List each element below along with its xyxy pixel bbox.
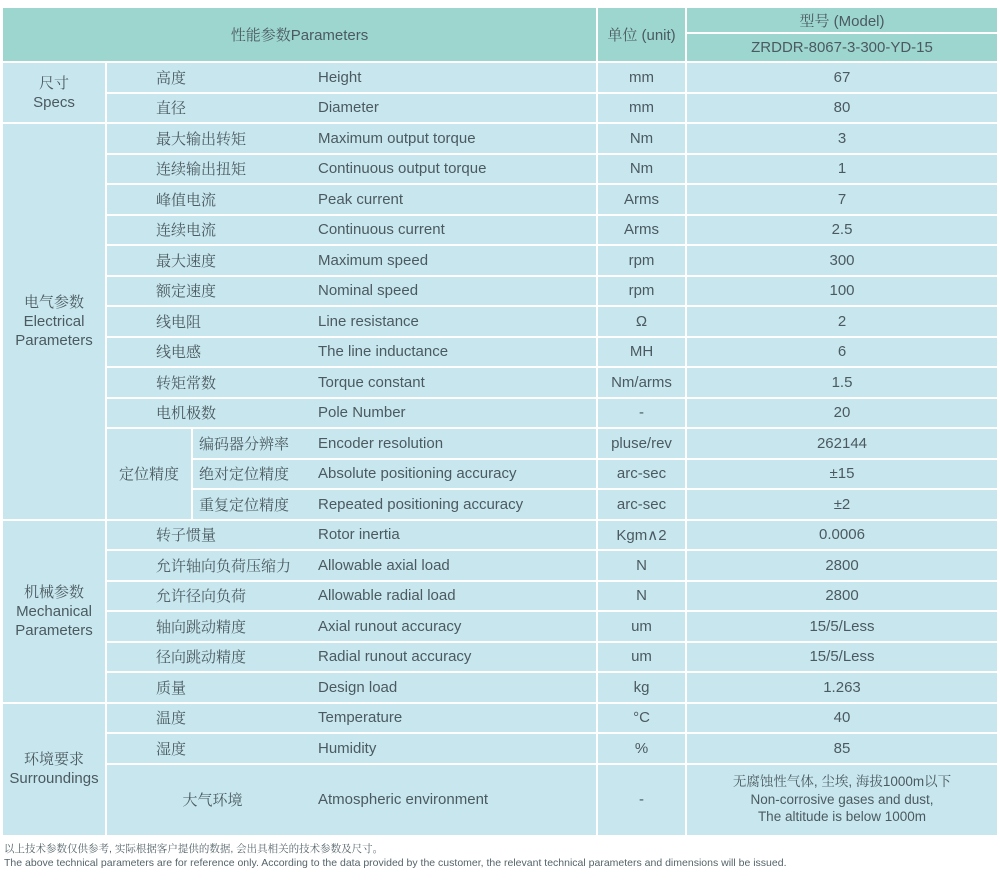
param-label-cell xyxy=(107,582,596,611)
category-name-en: Electrical Parameters xyxy=(15,312,93,349)
value-cell: 15/5/Less xyxy=(687,612,997,641)
header-parameters-label: 性能参数Parameters xyxy=(3,8,596,61)
value-cell: 2800 xyxy=(687,551,997,580)
param-name-zh: 允许径向负荷 xyxy=(156,588,247,606)
value-cell: 15/5/Less xyxy=(687,643,997,672)
subgroup-rows xyxy=(193,429,997,519)
param-name-en: Nominal speed xyxy=(318,282,419,300)
param-name-en: Encoder resolution xyxy=(318,434,444,452)
value-cell: 262144 xyxy=(687,429,997,458)
footnote xyxy=(4,842,787,870)
param-label-cell xyxy=(107,94,596,123)
param-row xyxy=(107,124,997,153)
param-name-zh: 线电阻 xyxy=(156,313,202,331)
unit-cell: mm xyxy=(598,63,685,92)
param-label-cell xyxy=(107,551,596,580)
positioning-accuracy-group xyxy=(107,429,997,519)
param-label-cell xyxy=(107,612,596,641)
table-section xyxy=(3,124,997,519)
param-name-zh: 直径 xyxy=(156,100,187,118)
param-row xyxy=(107,734,997,763)
param-name-zh: 重复定位精度 xyxy=(199,496,290,514)
param-row xyxy=(193,460,997,489)
value-cell: 1.5 xyxy=(687,368,997,397)
value-cell: 20 xyxy=(687,399,997,428)
header-model-value: ZRDDR-8067-3-300-YD-15 xyxy=(687,34,997,61)
value-cell: 80 xyxy=(687,94,997,123)
param-row xyxy=(107,643,997,672)
param-name-en: Continuous current xyxy=(318,221,445,239)
value-cell: 2800 xyxy=(687,582,997,611)
param-name-en: Torque constant xyxy=(318,373,425,391)
section-rows xyxy=(107,521,997,702)
value-cell: 1.263 xyxy=(687,673,997,702)
param-row xyxy=(107,277,997,306)
param-row xyxy=(107,246,997,275)
param-row xyxy=(107,399,997,428)
category-name-zh: 环境要求 xyxy=(23,751,84,768)
param-label-cell xyxy=(107,765,596,835)
value-cell: 1 xyxy=(687,155,997,184)
param-name-zh: 转子惯量 xyxy=(156,527,217,545)
param-row xyxy=(107,551,997,580)
param-name-zh: 最大输出转矩 xyxy=(156,130,247,148)
value-cell: 100 xyxy=(687,277,997,306)
value-line: Non-corrosive gases and dust, xyxy=(750,791,934,807)
param-label-cell xyxy=(107,63,596,92)
category-name-zh: 电气参数 xyxy=(23,293,84,311)
value-cell: 2 xyxy=(687,307,997,336)
param-row xyxy=(107,582,997,611)
category-name-en: Mechanical Parameters xyxy=(15,602,93,639)
param-row xyxy=(107,368,997,397)
table-body xyxy=(3,63,997,835)
unit-cell: Arms xyxy=(598,216,685,245)
param-name-en: Peak current xyxy=(318,190,404,208)
param-name-en: Design load xyxy=(318,678,398,696)
unit-cell: % xyxy=(598,734,685,763)
param-name-zh: 绝对定位精度 xyxy=(199,466,290,484)
value-cell: ±15 xyxy=(687,460,997,489)
param-name-zh: 大气环境 xyxy=(182,792,243,809)
unit-cell: N xyxy=(598,551,685,580)
param-label-cell xyxy=(107,216,596,245)
param-name-en: Continuous output torque xyxy=(318,160,487,178)
unit-cell: kg xyxy=(598,673,685,702)
unit-cell: arc-sec xyxy=(598,490,685,519)
param-label-cell xyxy=(107,521,596,550)
param-row xyxy=(107,307,997,336)
param-label-cell xyxy=(107,734,596,763)
param-label-cell xyxy=(107,246,596,275)
param-row xyxy=(107,216,997,245)
param-name-zh: 编码器分辨率 xyxy=(199,435,290,453)
category-name-zh: 机械参数 xyxy=(23,583,84,601)
param-name-en: Axial runout accuracy xyxy=(318,617,462,635)
param-label-cell xyxy=(107,399,596,428)
footnote-en: The above technical parameters are for reference only. According to the data provided by the customer, the relevant technical parameters and dimensions will be issued. xyxy=(4,857,787,869)
header-unit-label: 单位 (unit) xyxy=(598,8,685,61)
param-label-cell xyxy=(107,185,596,214)
param-name-zh: 线电感 xyxy=(156,344,202,362)
param-name-zh: 最大速度 xyxy=(156,252,217,270)
param-label-cell xyxy=(107,368,596,397)
value-cell: 0.0006 xyxy=(687,521,997,550)
param-name-en: Maximum speed xyxy=(318,251,429,269)
unit-cell: - xyxy=(598,765,685,835)
param-row xyxy=(107,673,997,702)
param-label-cell xyxy=(107,704,596,733)
table-section xyxy=(3,704,997,835)
param-name-en: Absolute positioning accuracy xyxy=(318,465,517,483)
param-name-zh: 峰值电流 xyxy=(156,191,217,209)
param-row xyxy=(107,704,997,733)
section-rows xyxy=(107,63,997,122)
param-row xyxy=(107,765,997,835)
param-label-cell xyxy=(107,307,596,336)
unit-cell: Nm xyxy=(598,155,685,184)
param-name-en: Pole Number xyxy=(318,404,406,422)
param-name-en: Radial runout accuracy xyxy=(318,648,472,666)
category-cell xyxy=(3,521,105,702)
param-name-en: Height xyxy=(318,68,362,86)
param-name-zh: 质量 xyxy=(156,679,187,697)
param-row xyxy=(107,521,997,550)
category-name-en: Specs xyxy=(33,93,75,111)
category-name-en: Surroundings xyxy=(9,770,99,787)
value-cell: 3 xyxy=(687,124,997,153)
param-name-en: Temperature xyxy=(318,709,403,727)
param-name-en: Atmospheric environment xyxy=(318,791,489,808)
header-model-label: 型号 (Model) xyxy=(687,8,997,32)
param-label-cell xyxy=(193,460,596,489)
param-label-cell xyxy=(107,124,596,153)
value-cell: 300 xyxy=(687,246,997,275)
unit-cell: N xyxy=(598,582,685,611)
value-line: 无腐蚀性气体, 尘埃, 海拔1000m以下 xyxy=(732,774,952,790)
footnote-zh: 以上技术参数仅供参考, 实际根据客户提供的数据, 会出具相关的技术参数及尺寸。 xyxy=(4,843,384,855)
param-name-en: Allowable radial load xyxy=(318,587,456,605)
unit-cell: um xyxy=(598,612,685,641)
unit-cell: - xyxy=(598,399,685,428)
value-cell: 2.5 xyxy=(687,216,997,245)
param-name-zh: 额定速度 xyxy=(156,283,217,301)
unit-cell: pluse/rev xyxy=(598,429,685,458)
table-header xyxy=(3,8,997,61)
table-section xyxy=(3,521,997,702)
category-cell xyxy=(3,704,105,835)
param-label-cell xyxy=(107,673,596,702)
param-row xyxy=(193,490,997,519)
param-row xyxy=(193,429,997,458)
unit-cell: Arms xyxy=(598,185,685,214)
param-row xyxy=(107,155,997,184)
param-row xyxy=(107,63,997,92)
value-cell xyxy=(687,765,997,835)
value-cell: 67 xyxy=(687,63,997,92)
unit-cell: Nm xyxy=(598,124,685,153)
value-cell: 7 xyxy=(687,185,997,214)
param-label-cell xyxy=(193,490,596,519)
value-cell: 6 xyxy=(687,338,997,367)
param-name-zh: 电机极数 xyxy=(156,405,217,423)
category-cell xyxy=(3,124,105,519)
spec-table xyxy=(3,8,997,835)
value-cell: ±2 xyxy=(687,490,997,519)
value-line: The altitude is below 1000m xyxy=(757,809,927,825)
unit-cell: Kgm∧2 xyxy=(598,521,685,550)
category-cell xyxy=(3,63,105,122)
param-label-cell xyxy=(107,155,596,184)
unit-cell: rpm xyxy=(598,277,685,306)
param-name-en: Allowable axial load xyxy=(318,556,450,574)
unit-cell: rpm xyxy=(598,246,685,275)
param-label-cell xyxy=(107,338,596,367)
param-label-cell xyxy=(107,643,596,672)
header-model-column xyxy=(687,8,997,61)
param-name-zh: 湿度 xyxy=(156,740,187,758)
param-name-zh: 连续电流 xyxy=(156,222,217,240)
param-name-en: Rotor inertia xyxy=(318,526,400,544)
table-section xyxy=(3,63,997,122)
param-label-cell xyxy=(107,277,596,306)
param-name-zh: 允许轴向负荷压缩力 xyxy=(156,557,292,575)
subcategory-cell: 定位精度 xyxy=(107,429,191,519)
category-name-zh: 尺寸 xyxy=(38,74,69,92)
unit-cell: um xyxy=(598,643,685,672)
param-name-zh: 径向跳动精度 xyxy=(156,649,247,667)
unit-cell: Ω xyxy=(598,307,685,336)
param-name-zh: 连续输出扭矩 xyxy=(156,161,247,179)
unit-cell: arc-sec xyxy=(598,460,685,489)
param-name-en: Line resistance xyxy=(318,312,419,330)
param-row xyxy=(107,338,997,367)
param-label-cell xyxy=(193,429,596,458)
unit-cell: MH xyxy=(598,338,685,367)
param-row xyxy=(107,612,997,641)
param-row xyxy=(107,185,997,214)
unit-cell: Nm/arms xyxy=(598,368,685,397)
unit-cell: mm xyxy=(598,94,685,123)
section-rows xyxy=(107,704,997,835)
unit-cell: °C xyxy=(598,704,685,733)
param-name-en: Humidity xyxy=(318,739,377,757)
value-cell: 40 xyxy=(687,704,997,733)
param-name-zh: 轴向跳动精度 xyxy=(156,618,247,636)
param-name-en: The line inductance xyxy=(318,343,449,361)
param-name-zh: 转矩常数 xyxy=(156,374,217,392)
param-name-zh: 温度 xyxy=(156,710,187,728)
param-row xyxy=(107,94,997,123)
section-rows xyxy=(107,124,997,519)
param-name-en: Diameter xyxy=(318,99,379,117)
param-name-zh: 高度 xyxy=(156,69,187,87)
param-name-en: Maximum output torque xyxy=(318,129,476,147)
param-name-en: Repeated positioning accuracy xyxy=(318,495,524,513)
value-cell: 85 xyxy=(687,734,997,763)
